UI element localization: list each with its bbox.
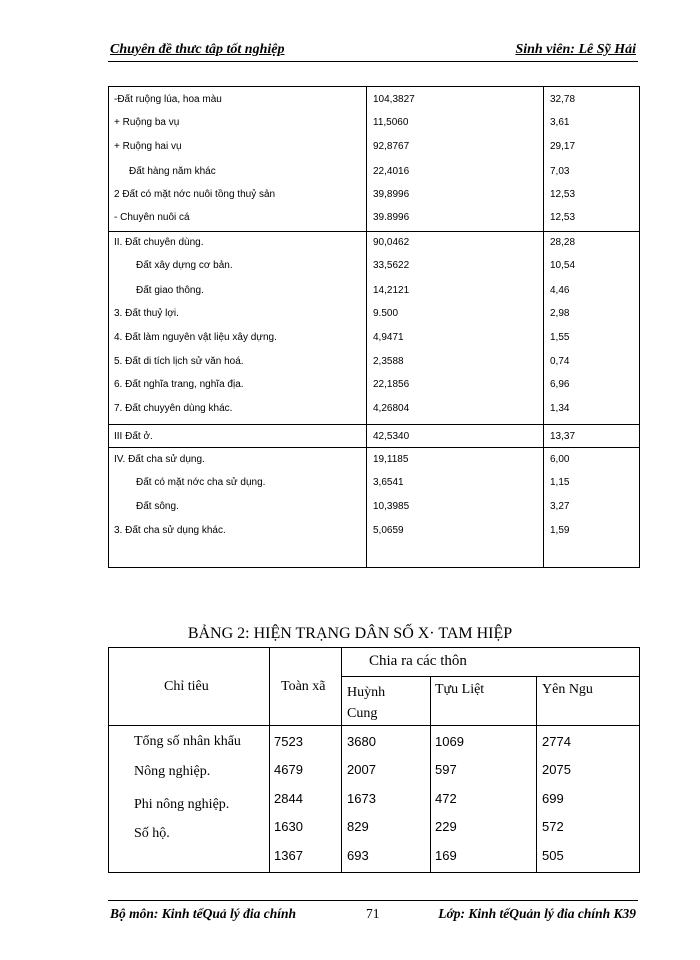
t1-label-11: 5. Đất di tích lịch sử văn hoá. [114, 356, 244, 367]
row-label-1: Nông nghiệp. [134, 764, 211, 779]
r2-huynh-cung: 1673 [347, 791, 376, 806]
t1-area-17: 10,3985 [373, 501, 410, 512]
t1-area-15: 19,1185 [373, 454, 409, 465]
col-indicator: Chỉ tiêu [164, 679, 209, 694]
t1-area-5: 39.8996 [373, 212, 410, 223]
t1-area-3: 22,4016 [373, 166, 410, 177]
t1-label-9: 3. Đất thuỷ lợi. [114, 308, 179, 319]
t1-pct-13: 1,34 [550, 403, 570, 414]
r1-huynh-cung: 2007 [347, 762, 376, 777]
r1-total: 4679 [274, 762, 303, 777]
footer-right: Lớp: Kinh tếQuản lý đia chính K39 [438, 906, 636, 921]
t1-label-14: III Đất ở. [114, 431, 153, 442]
col-group: Chia ra các thôn [369, 653, 467, 669]
village-tuu-liet: Tựu Liệt [435, 682, 485, 697]
t1-area-14: 42,5340 [373, 431, 410, 442]
r0-yen-ngu: 2774 [542, 734, 571, 749]
t1-pct-16: 1,15 [550, 477, 570, 488]
t1-pct-18: 1,59 [550, 525, 570, 536]
t1-label-3: Đất hàng năm khác [129, 166, 216, 177]
t1-area-8: 14,2121 [373, 285, 410, 296]
col-total: Toàn xã [281, 679, 326, 694]
t1-area-10: 4,9471 [373, 332, 404, 343]
row-label-2: Phi nông nghiệp. [134, 797, 230, 812]
t1-label-7: Đất xây dựng cơ bản. [136, 260, 233, 271]
page-number: 71 [366, 906, 380, 921]
header-right: Sinh viên: Lê Sỹ Hải [515, 42, 636, 57]
village-huynh-cung: Huỳnh Cung [347, 685, 386, 721]
t1-label-15: IV. Đất cha sử dụng. [114, 454, 205, 465]
t1-label-17: Đất sông. [136, 501, 179, 512]
page-header [108, 41, 638, 62]
t1-area-4: 39,8996 [373, 189, 410, 200]
t1-pct-8: 4,46 [550, 285, 570, 296]
t1-label-5: - Chuyên nuôi cá [114, 212, 190, 223]
t1-area-13: 4,26804 [373, 403, 410, 414]
page-footer [108, 900, 638, 921]
t1-pct-9: 2,98 [550, 308, 570, 319]
t1-area-18: 5,0659 [373, 525, 404, 536]
t1-area-6: 90,0462 [373, 237, 410, 248]
r3-yen-ngu: 572 [542, 819, 564, 834]
t1-pct-0: 32,78 [550, 94, 576, 105]
table2-title: BẢNG 2: HIỆN TRẠNG DÂN SỐ X· TAM HIỆP [187, 625, 513, 642]
r4-total: 1367 [274, 848, 303, 863]
t1-pct-15: 6,00 [550, 454, 570, 465]
t1-pct-17: 3,27 [550, 501, 570, 512]
r0-huynh-cung: 3680 [347, 734, 376, 749]
t1-pct-4: 12,53 [550, 189, 576, 200]
r2-total: 2844 [274, 791, 303, 806]
footer-left: Bộ môn: Kinh tếQuả lý đia chính [110, 906, 297, 921]
r0-tuu-liet: 1069 [435, 734, 464, 749]
t1-area-16: 3,6541 [373, 477, 404, 488]
r4-yen-ngu: 505 [542, 848, 564, 863]
r1-tuu-liet: 597 [435, 762, 457, 777]
t1-area-0: 104,3827 [373, 94, 415, 105]
r0-total: 7523 [274, 734, 303, 749]
t1-label-10: 4. Đất làm nguyên vật liệu xây dựng. [114, 332, 277, 343]
t1-label-18: 3. Đất cha sử dụng khác. [114, 525, 226, 536]
r3-tuu-liet: 229 [435, 819, 457, 834]
t1-label-6: II. Đất chuyên dùng. [114, 237, 204, 248]
r4-tuu-liet: 169 [435, 848, 457, 863]
t1-pct-7: 10,54 [550, 260, 576, 271]
t1-label-8: Đất giao thông. [136, 285, 204, 296]
t1-label-16: Đất có mặt nớc cha sử dụng. [136, 477, 266, 488]
t1-label-13: 7. Đất chuyyên dùng khác. [114, 403, 233, 414]
t1-label-2: + Ruộng hai vụ [114, 141, 182, 152]
t1-pct-3: 7,03 [550, 166, 570, 177]
r3-total: 1630 [274, 819, 303, 834]
t1-pct-11: 0,74 [550, 356, 570, 367]
population-table [108, 647, 640, 873]
t1-label-12: 6. Đất nghĩa trang, nghĩa địa. [114, 379, 244, 390]
r2-tuu-liet: 472 [435, 791, 457, 806]
t1-pct-5: 12,53 [550, 212, 576, 223]
t1-area-9: 9.500 [373, 308, 399, 319]
t1-label-0: -Đất ruộng lúa, hoa màu [114, 94, 222, 105]
t1-area-12: 22,1856 [373, 379, 410, 390]
r2-yen-ngu: 699 [542, 791, 564, 806]
t1-area-11: 2,3588 [373, 356, 404, 367]
t1-label-1: + Ruộng ba vụ [114, 117, 180, 128]
t1-pct-2: 29,17 [550, 141, 576, 152]
r1-yen-ngu: 2075 [542, 762, 571, 777]
r3-huynh-cung: 829 [347, 819, 369, 834]
r4-huynh-cung: 693 [347, 848, 369, 863]
t1-pct-12: 6,96 [550, 379, 570, 390]
t1-pct-14: 13,37 [550, 431, 576, 442]
t1-label-4: 2 Đất có mặt nớc nuôi tồng thuỷ sản [114, 189, 276, 200]
row-label-3: Số hộ. [134, 826, 170, 841]
village-yen-ngu: Yên Ngu [542, 682, 593, 697]
land-use-table [108, 86, 640, 568]
t1-area-7: 33,5622 [373, 260, 410, 271]
t1-area-1: 11,5060 [373, 117, 409, 128]
t1-area-2: 92,8767 [373, 141, 410, 152]
header-left: Chuyên đề thưc tâp tốt nghiệp [110, 42, 285, 57]
t1-pct-6: 28,28 [550, 237, 576, 248]
row-label-0: Tổng số nhân khẩu [134, 734, 241, 749]
t1-pct-10: 1,55 [550, 332, 570, 343]
t1-pct-1: 3,61 [550, 117, 570, 128]
